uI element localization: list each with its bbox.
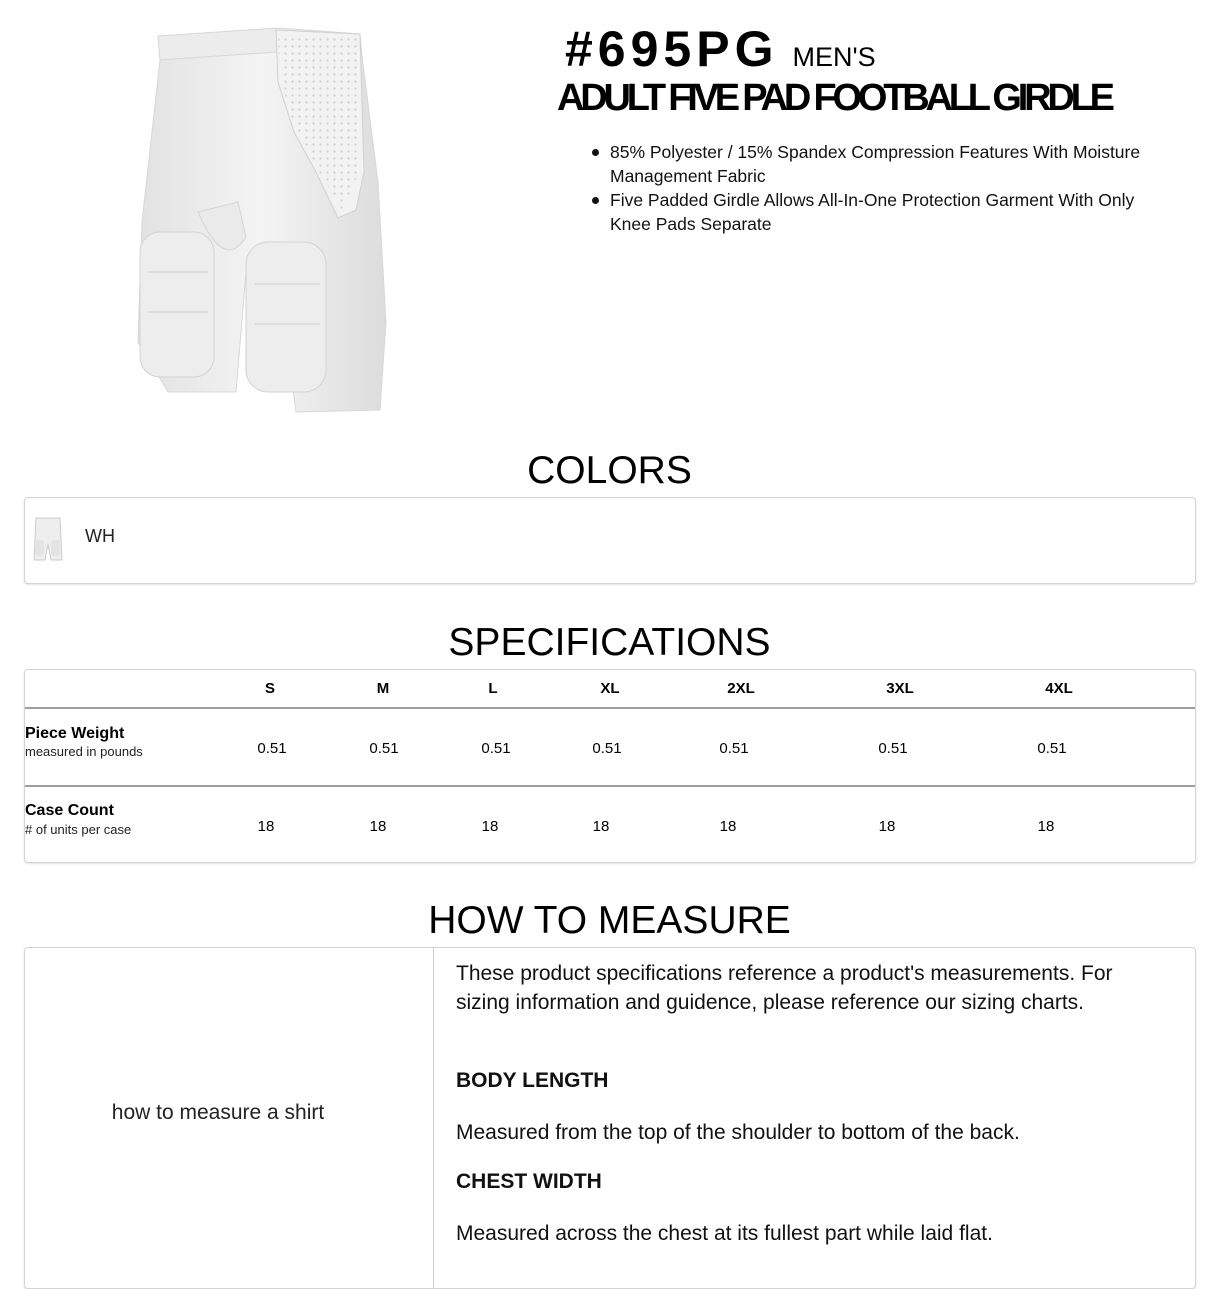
- row-title: Piece Weight: [25, 725, 125, 742]
- row-subtitle: # of units per case: [25, 822, 132, 837]
- table-cell: 0.51: [481, 740, 511, 757]
- table-divider: [25, 707, 1195, 709]
- measure-section-heading: CHEST WIDTH: [456, 1170, 602, 1193]
- size-header: S: [264, 680, 276, 697]
- table-cell: 0.51: [1037, 740, 1067, 757]
- panel-divider: [433, 948, 434, 1288]
- table-divider: [25, 785, 1195, 787]
- product-gender: MEN'S: [792, 42, 876, 72]
- table-cell: 0.51: [592, 740, 622, 757]
- row-title: Case Count: [25, 802, 114, 819]
- how-to-measure-panel: [24, 947, 1196, 1289]
- measure-intro: These product specifications reference a product's measurements. For sizing information and guidence, please reference our sizing charts.: [456, 962, 1113, 1014]
- table-cell: 0.51: [878, 740, 908, 757]
- feature-item: Five Padded Girdle Allows All-In-One Protection Garment With Only Knee Pads Separate: [592, 188, 1152, 236]
- specifications-table: [24, 669, 1196, 863]
- size-header: 3XL: [886, 680, 914, 697]
- product-name: ADULT FIVE PAD FOOTBALL GIRDLE: [557, 77, 1111, 119]
- size-header: XL: [600, 680, 620, 697]
- table-cell: 18: [592, 818, 610, 835]
- table-cell: 18: [257, 818, 275, 835]
- measure-image-placeholder: how to measure a shirt: [111, 1101, 325, 1124]
- row-subtitle: measured in pounds: [25, 744, 143, 759]
- feature-list: [592, 140, 1152, 236]
- size-header: L: [488, 680, 498, 697]
- size-header: 2XL: [727, 680, 755, 697]
- size-header: 4XL: [1045, 680, 1073, 697]
- table-cell: 18: [1037, 818, 1055, 835]
- table-cell: 18: [719, 818, 737, 835]
- how-to-measure-heading: HOW TO MEASURE: [428, 899, 791, 942]
- table-cell: 0.51: [257, 740, 287, 757]
- table-cell: 18: [878, 818, 896, 835]
- feature-item: 85% Polyester / 15% Spandex Compression Features With Moisture Management Fabric: [592, 140, 1152, 188]
- table-cell: 18: [481, 818, 499, 835]
- color-swatch-white[interactable]: [33, 516, 63, 562]
- measure-section-text: Measured across the chest at its fullest part while laid flat.: [456, 1222, 993, 1245]
- size-header: M: [376, 680, 390, 697]
- colors-panel: [24, 497, 1196, 584]
- style-number: #695PG: [565, 21, 779, 77]
- color-code: WH: [85, 526, 115, 546]
- colors-heading: COLORS: [527, 449, 692, 492]
- product-image: [128, 22, 390, 422]
- measure-section-text: Measured from the top of the shoulder to bottom of the back.: [456, 1121, 1020, 1144]
- measure-section-heading: BODY LENGTH: [456, 1069, 609, 1092]
- specifications-heading: SPECIFICATIONS: [448, 621, 771, 664]
- table-cell: 0.51: [719, 740, 749, 757]
- table-cell: 18: [369, 818, 387, 835]
- table-cell: 0.51: [369, 740, 399, 757]
